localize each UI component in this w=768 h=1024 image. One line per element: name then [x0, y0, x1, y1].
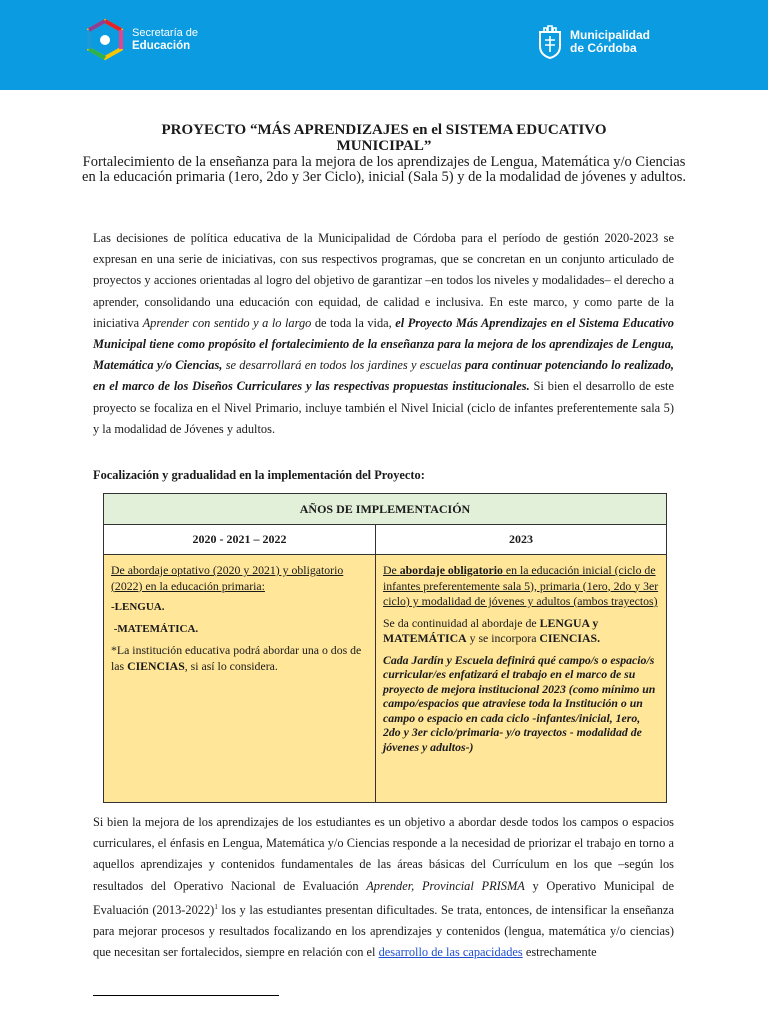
table-cell-right: [376, 555, 667, 803]
secretaria-educacion-logo: [84, 18, 198, 62]
right-b4: CIENCIAS.: [539, 631, 601, 645]
document-title-block: [80, 122, 688, 185]
p1-bold-italic-1: el Proyecto Más Aprendizajes en el Sistema Educativo Municipal tiene como propósito el fortalecimiento de la enseñanza para la mejora de los aprendizajes de Lengua, Matemática y/o Ciencias,: [93, 315, 674, 373]
right-b1: Se da continuidad al abordaje de: [383, 615, 540, 630]
document-subtitle: Fortalecimiento de la enseñanza para la mejora de los aprendizajes de Lengua, Matemática y/o Ciencias en la educación primaria (1ero, 2do y 3er Ciclo), inicial (Sala 5) y de la modalidad de jóvenes y adultos.: [82, 154, 686, 185]
second-paragraph: [93, 812, 674, 964]
p2-text-4: estrechamente: [522, 945, 597, 960]
p2-italic-1: Aprender, Provincial PRISMA: [366, 878, 525, 893]
left-note-b: CIENCIAS: [127, 658, 185, 673]
footnote-marker: 1: [214, 902, 218, 911]
left-note-a: *La institución educativa podrá abordar una o dos de las: [111, 643, 362, 673]
right-paragraph-c: Cada Jardín y Escuela definirá qué campo/s o espacio/s curricular/es enfatizará el trabajo en el marco de su proyecto de mejora institucional 2023 (como mínimo un campo/espacios que atraviese toda la Institución o un campo o espacio en cada ciclo -infantes/inicial, 1ero, 2do y 3er ciclo/primaria- y/o trayectos - modalidad de jóvenes y adultos-): [383, 652, 656, 754]
logo-right-line1: Municipalidad: [570, 28, 651, 42]
document-title: PROYECTO “MÁS APRENDIZAJES en el SISTEMA EDUCATIVO MUNICIPAL”: [161, 122, 607, 154]
right-a1: De: [383, 563, 400, 577]
implementation-table: [103, 493, 667, 803]
hexagon-colorful-logo-icon: [84, 18, 126, 62]
p1-text-1: Las decisiones de política educativa de la Municipalidad de Córdoba para el período de gestión 2020-2023 se expresan en una serie de iniciativas, con sus respectivos programas, que se concretan en un conjunto articulado de proyectos y acciones orientadas al logro del objetivo de garantizar –en todos los niveles y modalidades– el derecho a aprender, consolidando una educación con equidad, de calidad e inclusiva. En este marco, y como parte de la iniciativa: [93, 231, 674, 330]
p1-italic-1: Aprender con sentido y a lo largo: [142, 315, 312, 330]
table-header: AÑOS DE IMPLEMENTACIÓN: [104, 494, 667, 525]
left-item-matematica: -MATEMÁTICA.: [111, 622, 199, 635]
left-note: [111, 643, 369, 674]
right-paragraph-b: [383, 616, 660, 647]
p1-text-2: de toda la vida,: [311, 315, 396, 330]
p2-text-1: Si bien la mejora de los aprendizajes de los estudiantes es un objetivo a abordar desde todos los campos o espacios curriculares, el énfasis en Lengua, Matemática y/o Ciencias responde a la necesidad de priorizar el trabajo en torno a aquellos aprendizajes y contenidos fundamentales de las áreas básicas del Currículum en los que –según los resultados del Operativo Nacional de Evaluación: [93, 815, 674, 893]
intro-paragraph: [93, 228, 674, 440]
municipalidad-logo: [536, 24, 650, 60]
city-shield-icon: [536, 24, 564, 60]
footnote-separator: [93, 995, 279, 996]
focal-heading: Focalización y gradualidad en la implementación del Proyecto:: [93, 468, 425, 482]
p1-italic-2: se desarrollará en todos los jardines y escuelas: [222, 358, 466, 373]
left-item-lengua: -LENGUA.: [111, 601, 165, 613]
left-note-c: , si así lo considera.: [184, 658, 278, 673]
right-a2: abordaje obligatorio: [399, 563, 503, 577]
table-cell-left: [104, 555, 376, 803]
right-paragraph-a: [383, 563, 660, 610]
logo-left-line2: Educación: [132, 40, 191, 52]
left-intro: De abordaje optativo (2020 y 2021) y obligatorio (2022) en la educación primaria:: [111, 563, 344, 593]
p1-text-3: Si bien el desarrollo de este proyecto se focaliza en el Nivel Primario, incluye también el Nivel Inicial (ciclo de infantes preferentemente sala 5) y la modalidad de Jóvenes y adultos.: [93, 379, 674, 436]
table-col-2023: 2023: [376, 525, 667, 555]
p2-text-3: los y las estudiantes presentan dificultades. Se trata, entonces, de intensificar la enseñanza para mejorar procesos y resultados focalizando en los aprendizajes y contenidos (lengua, matemática y/o ciencias) que necesitan ser fortalecidos, siempre en relación con el: [93, 902, 675, 960]
header-banner: [0, 0, 768, 90]
table-col-2020-2022: 2020 - 2021 – 2022: [104, 525, 376, 555]
p1-bold-italic-2: para continuar potenciando lo realizado, en el marco de los Diseños Curriculares y las respectivas propuestas institucionales.: [93, 358, 674, 394]
right-a3: en la educación inicial (ciclo de infantes preferentemente sala 5), primaria (1ero, 2do y 3er ciclo) y modalidad de jóvenes y adultos (ambos trayectos): [383, 563, 659, 608]
logo-left-line1: Secretaría de: [132, 27, 199, 39]
right-b2: LENGUA y MATEMÁTICA: [383, 615, 599, 645]
right-b3: y se incorpora: [466, 631, 540, 645]
p2-text-2: y Operativo Municipal de Evaluación (2013-2022): [93, 878, 674, 917]
capacidades-link[interactable]: desarrollo de las capacidades: [378, 945, 523, 960]
logo-right-line2: de Córdoba: [570, 41, 637, 55]
